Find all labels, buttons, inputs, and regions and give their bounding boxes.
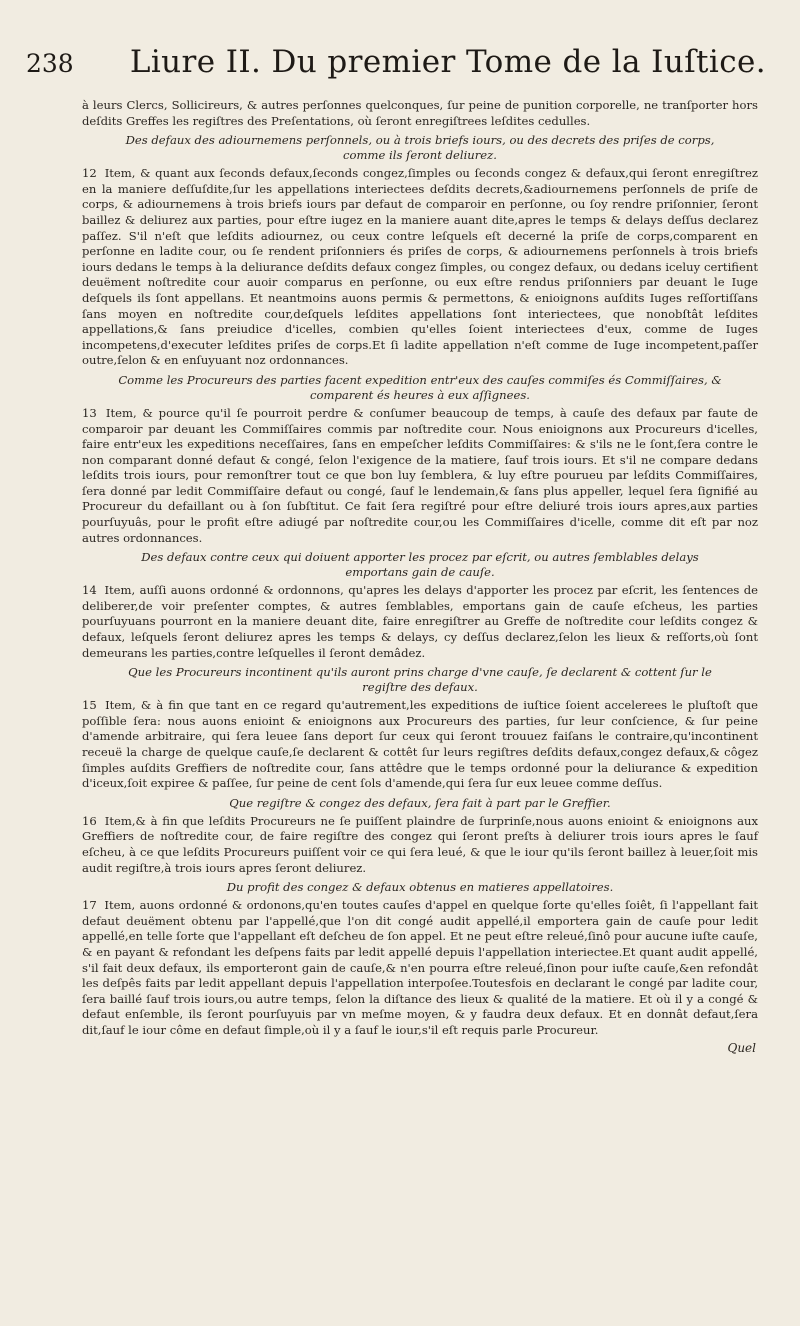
article-paragraph: [82, 406, 758, 546]
page-number: 238: [26, 49, 74, 78]
article-text: Item, & pource qu'il ſe pourroit perdre & conſumer beaucoup de temps, à cauſe des defaux par faute de comparoir par deuant les Commiſſaires commis par noſtredite cour. Nous enioignons aux Procureurs d'icelles, faire entr'eux les expeditions neceſſaires, ſans en empeſcher leſdits Commiſſaires: & s'ils ne le ſont,ſera contre le non comparant donné defaut & congé, ſelon l'exigence de la matiere, ſauf trois iours. Et s'il ne compare dedans leſdits trois iours, pour remonſtrer tout ce que bon luy ſemblera, & luy eſtre pourueu par leſdits Commiſſaires, ſera donné par ledit Commiſſaire defaut ou congé, ſauf le lendemain,& ſans plus appeller, lequel ſera ſignifié au Procureur du defaillant ou à ſon ſubſtitut. Ce fait ſera regiſtré pour eſtre deliuré trois iours apres,aux parties pourſuyuâs, pour le profit eſtre adiugé par noſtredite cour,ou les Commiſſaires d'icelle, comme dit eſt par noz autres ordonnances.: [82, 405, 759, 545]
article-text: Item,& à fin que leſdits Procureurs ne ſe puiſſent plaindre de ſurprinſe,nous auons enioint & enioignons aux Greffiers de noſtredite cour, de faire regiſtre des congez qui ſeront preſts à deliurer trois iours apres le ſauf eſcheu, à ce que leſdits Procureurs puiſſent voir ce qui ſera leué, & que le iour qu'ils ſeront baillez à leuer,ſoit mis audit regiſtre,à trois iours apres ſeront deliurez.: [82, 813, 759, 875]
article-text: Item, & à fin que tant en ce regard qu'autrement,les expeditions de iuſtice ſoient accelerees le pluſtoſt que poſſible ſera: nous auons enioint & enioignons aux Procureurs des parties, ſur leur conſcience, & ſur peine d'amende arbitraire, qui ſera leuee ſans deport ſur ceux qui ſeront trouuez faiſans le contraire,qu'incontinent receuë la charge de quelque cauſe,ſe declarent & cottêt ſur leurs regiſtres deſdits defaux,congez defaux,& côgez ſimples auſdits Greffiers de noſtredite cour, ſans attêdre que le temps ordonné pour la deliurance & expedition d'iceux,ſoit expiree & paſſee, ſur peine de cent ſols d'amende,qui ſera ſur eux leuee comme deſſus.: [82, 698, 759, 791]
section-heading: Des defaux contre ceux qui doiuent apporter les procez par eſcrit, ou autres ſemblables delays emportans gain de cauſe.: [141, 550, 699, 580]
article-text: Item, & quant aux ſeconds defaux,ſeconds congez,ſimples ou ſeconds congez & defaux,qui ſeront enregiſtrez en la maniere deſſuſdite,ſur les appellations interiectees deſdits decrets,&adiournemens perſonnels de priſe de corps, & adiournemens à trois briefs iours par defaut de comparoir en perſonne, ou ſoy rendre priſonnier, ſeront baillez & deliurez aux parties, pour eſtre iugez en la maniere auant dite,apres le temps & delays deſſus declarez paſſez. S'il n'eſt que leſdits adiournez, ou ceux contre leſquels eſt decerné la priſe de corps,comparent en perſonne en ladite cour, ou ſe rendent priſonniers és priſes de corps, & adiournemens perſonnels à trois briefs iours dedans le temps à la deliurance deſdits defaux congez ſimples, ou congez defaux, ou dedans iceluy certifient deuëment noſtredite cour auoir comparus en perſonne, ou eux eſtre rendus priſonniers par deuant le Iuge deſquels ils ſont appellans. Et neantmoins auons permis & permettons, & enioignons auſdits Iuges reſſortiſſans ſans moyen en noſtredite cour,deſquels leſdites appellations ſont interiectees, que nonobſtât leſdites appellations,& ſans preiudice d'icelles, combien qu'elles ſoient interiectees d'eux, comme de Iuges incompetens,d'executer leſdites priſes de corps.Et ſi ladite appellation n'eſt comme de Iuge incompetent,paſſer outre,ſelon & en enſuyuant noz ordonnances.: [82, 166, 758, 368]
article-number: 14: [82, 583, 97, 598]
article-number: 13: [82, 405, 97, 420]
article-number: 12: [82, 166, 97, 181]
section-heading: Que les Procureurs incontinent qu'ils auront prins charge d'vne cauſe, ſe declarent & cottent ſur le regiſtre des defaux.: [128, 665, 712, 695]
article-text: Item, auons ordonné & ordonons,qu'en toutes cauſes d'appel en quelque ſorte qu'elles ſoiêt, ſi l'appellant fait defaut deuëment obtenu par l'appellé,que l'on dit congé audit appellé,il emportera gain de cauſe pour ledit appellé,en telle ſorte que l'appellant eſt deſcheu de ſon appel. Et ne peut eſtre releué,ſinô pour aucune iuſte cauſe, & en payant & refondant les deſpens faits par ledit appellé depuis l'appellation interiectee.Et quant audit appellé, s'il fait deux defaux, ils emporteront gain de cauſe,& n'en pourra eſtre releué,ſinon pour iuſte cauſe,&en refondât les deſpês faits par ledit appellant depuis l'appellation interpoſee.Toutesfois en declarant le congé par ladite cour, ſera baillé ſauf trois iours,ou autre temps, ſelon la diſtance des lieux & qualité de la matiere. Et où il y a congé & defaut enſemble, ils ſeront pourſuyuis par vn meſme moyen, & y faudra deux defaux. Et en donnât defaut,ſera dit,ſauf le iour côme en defaut ſimple,où il y a ſauf le iour,s'il eſt requis parle Procureur.: [82, 898, 759, 1037]
article-paragraph: [82, 583, 758, 661]
section-heading: Comme les Procureurs des parties facent expedition entr'eux des cauſes commiſes és Commiſſaires, & comparent és heures à eux aſſignees.: [118, 372, 722, 402]
article-paragraph: [82, 814, 758, 876]
article-number: 16: [82, 813, 97, 828]
article-number: 17: [82, 898, 97, 913]
article-paragraph: [82, 98, 758, 129]
catchword: Quel: [727, 1040, 756, 1055]
article-number: 15: [82, 698, 97, 713]
article-text: Item, auſſi auons ordonné & ordonnons, qu'apres les delays d'apporter les procez par eſcrit, les ſentences de deliberer,de voir preſenter comptes, & autres ſemblables, emportans gain de cauſe eſcheus, les parties pourſuyuans pourront en la maniere deuant dite, faire enregiſtrer au Greffe de noſtredite cour leſdits congez & defaux, leſquels ſeront deliurez apres les temps & delays, cy deſſus declarez,ſelon les lieux & reſſorts,où ſont demeurans les parties,contre leſquelles il ſeront demâdez.: [82, 583, 758, 660]
section-heading: Que regiſtre & congez des defaux, ſera fait à part par le Greffier.: [229, 795, 611, 810]
page-header: [26, 44, 766, 94]
running-title: Liure II. Du premier Tome de la Iuſtice.: [129, 44, 766, 80]
article-paragraph: [82, 898, 758, 1038]
article-paragraph: [82, 698, 758, 792]
article-text: à leurs Clercs, Sollicireurs, & autres perſonnes quelconques, ſur peine de punition corporelle, ne tranſporter hors deſdits Greffes les regiſtres des Preſentations, où ſeront enregiſtrees leſdites cedulles.: [82, 98, 758, 128]
article-paragraph: [82, 166, 758, 369]
section-heading: Du profit des congez & defaux obtenus en matieres appellatoires.: [226, 880, 614, 895]
text-body: [82, 98, 758, 1056]
section-heading: Des defaux des adiournemens perſonnels, ou à trois briefs iours, ou des decrets des priſes de corps, comme ils ſeront deliurez.: [125, 133, 715, 163]
